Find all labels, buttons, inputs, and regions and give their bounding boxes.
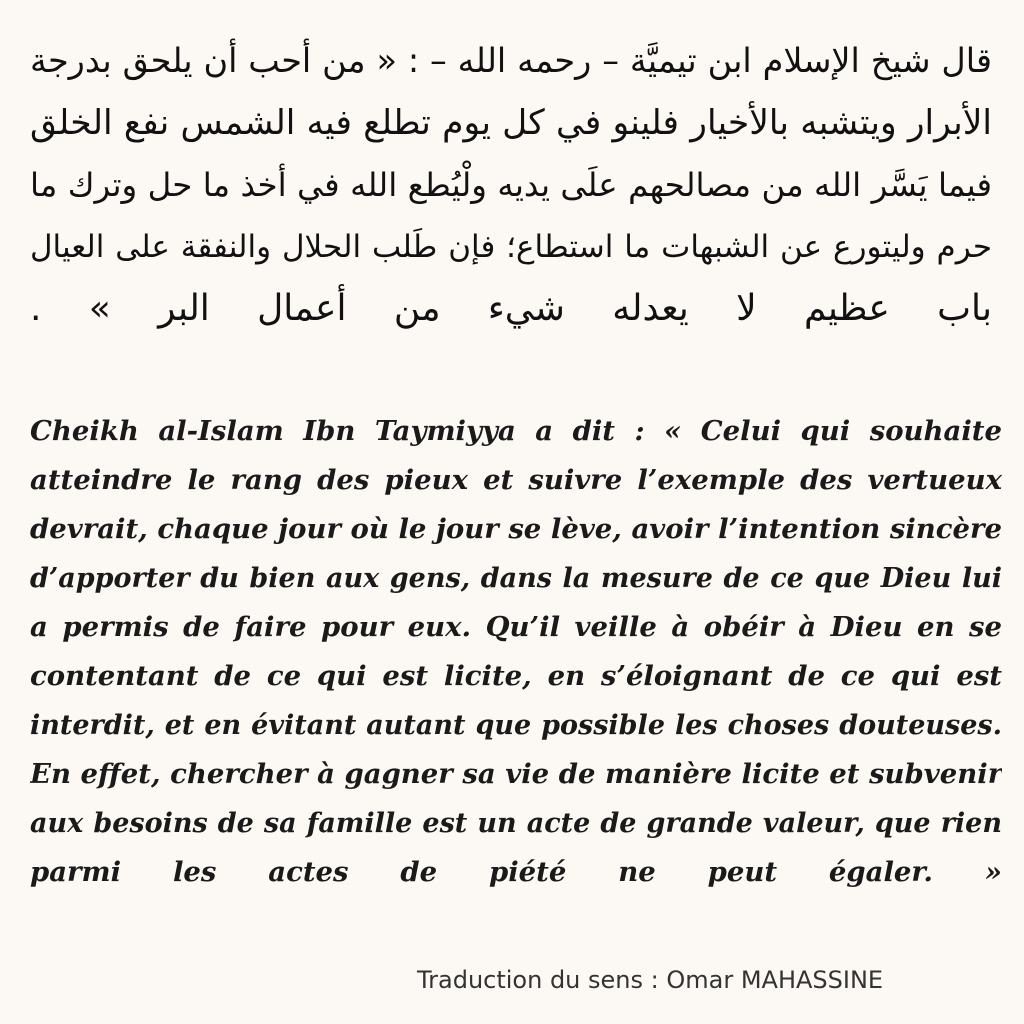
french-translation-line: devrait, chaque jour où le jour se lève, avoir l’intention sincère [30,513,1002,545]
french-translation-line: aux besoins de sa famille est un acte de grande valeur, que rien [30,808,1002,839]
french-translation-line: atteindre le rang des pieux et suivre l’exemple des vertueux [30,464,1002,496]
french-translation-line: interdit, et en évitant autant que possible les choses douteuses. [30,710,1002,741]
translator-credit: Traduction du sens : Omar MAHASSINE [417,966,884,994]
french-translation-line: parmi les actes de piété ne peut égaler. » [30,856,1002,888]
french-translation-line: Cheikh al-Islam Ibn Taymiyya a dit : « Celui qui souhaite [30,415,1002,447]
arabic-quote-line: حرم وليتورع عن الشبهات ما استطاع؛ فإن طَلب الحلال والنفقة على العيال [30,229,992,265]
french-translation [30,407,1002,897]
arabic-quote-line: قال شيخ الإسلام ابن تيميَّة – رحمه الله – : « من أحب أن يلحق بدرجة [30,41,992,80]
arabic-quote [30,30,992,340]
french-translation-line: contentant de ce qui est licite, en s’éloignant de ce qui est [30,660,1002,692]
arabic-quote-line: باب عظيم لا يعدله شيء من أعمال البر » . [30,288,992,329]
arabic-quote-line: فيما يَسَّر الله من مصالحهم علَى يديه ولْيُطع الله في أخذ ما حل وترك ما [30,166,992,204]
arabic-quote-line: الأبرار ويتشبه بالأخيار فلينو في كل يوم تطلع فيه الشمس نفع الخلق [30,103,992,143]
french-translation-line: En effet, chercher à gagner sa vie de manière licite et subvenir [30,758,1002,790]
french-translation-line: d’apporter du bien aux gens, dans la mesure de ce que Dieu lui [30,563,1002,594]
french-translation-line: a permis de faire pour eux. Qu’il veille à obéir à Dieu en se [30,611,1002,643]
